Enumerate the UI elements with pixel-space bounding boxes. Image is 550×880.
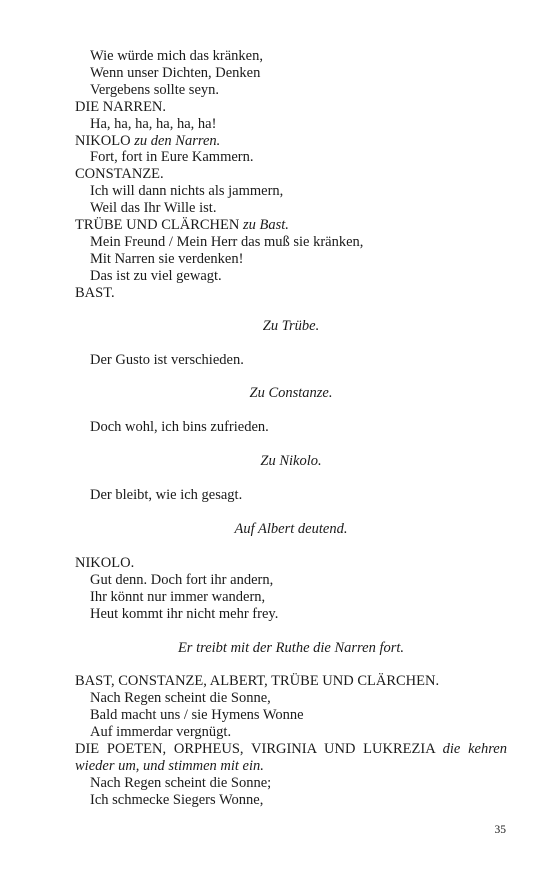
verse-line: Mit Narren sie verdenken!: [90, 250, 244, 267]
verse-line: Nach Regen scheint die Sonne,: [90, 690, 271, 707]
verse-line: Mein Freund / Mein Herr das muß sie kränken,: [90, 233, 364, 250]
page-number: 35: [494, 824, 506, 836]
verse-line: Gut denn. Doch fort ihr andern,: [90, 571, 274, 588]
speaker-heading: [75, 133, 507, 150]
play-text: [75, 48, 507, 809]
speaker-heading: NIKOLO.: [75, 554, 135, 571]
verse-line: Wie würde mich das kränken,: [90, 48, 263, 64]
verse-line: Der Gusto ist verschieden.: [90, 351, 244, 368]
speaker-heading: [75, 217, 507, 234]
speaker-heading: BAST, CONSTANZE, ALBERT, TRÜBE UND CLÄRCHEN.: [75, 673, 440, 690]
verse-line: Ich schmecke Siegers Wonne,: [90, 791, 264, 808]
stage-direction: Zu Nikolo.: [260, 453, 322, 470]
speaker-heading: BAST.: [75, 284, 115, 301]
verse-line: Weil das Ihr Wille ist.: [90, 200, 217, 217]
speaker-heading: [75, 741, 507, 775]
inline-stage-direction: zu den Narren.: [134, 132, 221, 149]
stage-direction: Auf Albert deutend.: [234, 521, 348, 538]
speaker-name: TRÜBE UND CLÄRCHEN: [75, 217, 240, 234]
verse-line: Das ist zu viel gewagt.: [90, 267, 222, 284]
verse-line: Doch wohl, ich bins zufrieden.: [90, 419, 269, 436]
speaker-heading: CONSTANZE.: [75, 166, 164, 183]
verse-line: Wenn unser Dichten, Denken: [90, 64, 261, 81]
verse-line: Der bleibt, wie ich gesagt.: [90, 487, 243, 504]
stage-direction: Zu Trübe.: [262, 317, 320, 334]
verse-line: Nach Regen scheint die Sonne;: [90, 774, 272, 791]
verse-line: Heut kommt ihr nicht mehr frey.: [90, 605, 279, 622]
verse-line: Ihr könnt nur immer wandern,: [90, 588, 266, 605]
stage-direction: Zu Constanze.: [249, 385, 333, 402]
verse-line: Vergebens sollte seyn.: [90, 81, 219, 98]
speaker-name: DIE POETEN, ORPHEUS, VIRGINIA UND LUKREZIA: [75, 741, 435, 758]
verse-line: Ha, ha, ha, ha, ha, ha!: [90, 115, 217, 132]
verse-line: Bald macht uns / sie Hymens Wonne: [90, 707, 304, 724]
inline-stage-direction: zu Bast.: [242, 217, 289, 234]
speaker-heading: DIE NARREN.: [75, 98, 167, 115]
verse-line: Auf immerdar vergnügt.: [90, 724, 232, 741]
speaker-name: NIKOLO: [75, 132, 131, 149]
stage-direction: Er treibt mit der Ruthe die Narren fort.: [177, 639, 405, 656]
verse-line: Ich will dann nichts als jammern,: [90, 183, 284, 200]
verse-line: Fort, fort in Eure Kammern.: [90, 149, 254, 166]
inline-stage-direction: die kehren wieder um, und stimmen mit ein.: [75, 741, 507, 774]
